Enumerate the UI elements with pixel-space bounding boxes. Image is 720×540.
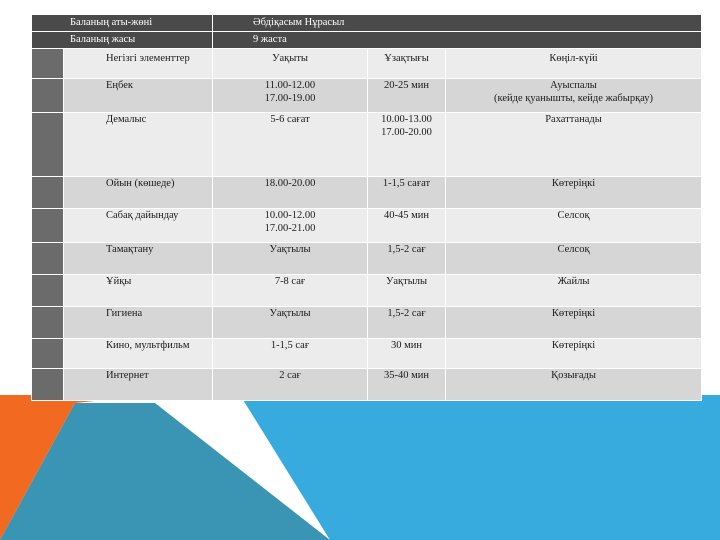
duration-cell [368,113,446,177]
time-cell [213,113,368,177]
column-header-mood: Көңіл-күйі [446,49,702,79]
duration-cell [368,177,446,209]
duration-cell-line: Уақтылы [385,276,428,287]
column-header-duration: Ұзақтығы [368,49,446,79]
time-cell [213,79,368,113]
table-body [32,79,702,401]
time-cell-line: 5-6 сағат [270,114,310,125]
mood-cell-line: Жайлы [557,276,590,287]
duration-cell-line: 1,5-2 сағ [387,308,426,319]
time-cell [213,275,368,307]
side-cell [32,369,64,401]
duration-cell-line: 20-25 мин [384,80,430,91]
time-cell [213,209,368,243]
table-row [32,275,702,307]
mood-cell-line: Көтеріңкі [551,308,596,319]
duration-cell [368,307,446,339]
time-cell [213,177,368,209]
mood-cell [446,177,702,209]
time-cell-line: Уақтылы [269,244,311,255]
duration-cell [368,79,446,113]
time-cell-line: 7-8 сағ [274,276,306,287]
name-header-row [32,15,702,32]
time-cell [213,307,368,339]
side-cell [32,113,64,177]
duration-cell-line: 1-1,5 сағат [382,178,431,189]
mood-cell-line: (кейде қуанышты, кейде жабырқау) [493,93,654,104]
side-cell [32,307,64,339]
child-age-value: 9 жаста [213,32,702,49]
side-cell [32,177,64,209]
table-row [32,243,702,275]
time-cell-line: Уақтылы [269,308,311,319]
element-cell: Ойын (көшеде) [64,177,213,209]
table-row [32,307,702,339]
blue-shape [240,395,720,540]
element-cell: Еңбек [64,79,213,113]
mood-cell [446,79,702,113]
duration-cell [368,275,446,307]
time-cell-line: 18.00-20.00 [264,178,316,189]
side-cell [32,275,64,307]
time-cell-line: 17.00-21.00 [264,223,316,234]
time-cell [213,339,368,369]
time-cell-line: 10.00-12.00 [264,210,316,221]
duration-cell [368,369,446,401]
mood-cell [446,113,702,177]
time-cell-line: 2 сағ [279,370,301,381]
element-cell: Гигиена [64,307,213,339]
table-row [32,113,702,177]
mood-cell [446,307,702,339]
mood-cell [446,209,702,243]
mood-cell [446,339,702,369]
column-header-time: Уақыты [213,49,368,79]
duration-cell-line: 1,5-2 сағ [387,244,426,255]
mood-cell-line: Қозығады [551,370,596,381]
mood-cell-line: Көтеріңкі [551,340,596,351]
duration-cell [368,339,446,369]
duration-cell-line: 40-45 мин [384,210,430,221]
duration-cell-line: 35-40 мин [384,370,430,381]
element-cell: Ұйқы [64,275,213,307]
duration-cell [368,209,446,243]
mood-cell [446,369,702,401]
duration-cell-line: 10.00-13.00 [381,114,432,125]
mood-cell-line: Ауыспалы [550,80,597,91]
child-name-value: Әбдіқасым Нұрасыл [213,15,702,32]
duration-cell-line: 30 мин [391,340,423,351]
duration-cell [368,243,446,275]
mood-cell-line: Селсоқ [557,244,590,255]
element-cell: Демалыс [64,113,213,177]
element-cell: Тамақтану [64,243,213,275]
table-row [32,369,702,401]
table-row [32,177,702,209]
element-cell: Кино, мультфильм [64,339,213,369]
child-age-label: Баланың жасы [32,32,213,49]
daily-routine-table [31,14,702,401]
duration-cell-line: 17.00-20.00 [381,127,432,138]
side-cell [32,79,64,113]
age-header-row [32,32,702,49]
table-row [32,339,702,369]
column-header-row [32,49,702,79]
element-cell: Интернет [64,369,213,401]
mood-cell-line: Рахаттанады [545,114,602,125]
child-name-label: Баланың аты-жөні [32,15,213,32]
time-cell [213,369,368,401]
mood-cell-line: Селсоқ [557,210,590,221]
side-cell [32,339,64,369]
mood-cell [446,243,702,275]
mood-cell [446,275,702,307]
time-cell-line: 17.00-19.00 [264,93,316,104]
time-cell-line: 1-1,5 сағ [270,340,310,351]
column-header-element: Негізгі элементтер [64,49,213,79]
time-cell-line: 11.00-12.00 [264,80,316,91]
element-cell: Сабақ дайындау [64,209,213,243]
table-row [32,79,702,113]
side-cell [32,49,64,79]
mood-cell-line: Көтеріңкі [551,178,596,189]
table-row [32,209,702,243]
time-cell [213,243,368,275]
side-cell [32,243,64,275]
side-cell [32,209,64,243]
